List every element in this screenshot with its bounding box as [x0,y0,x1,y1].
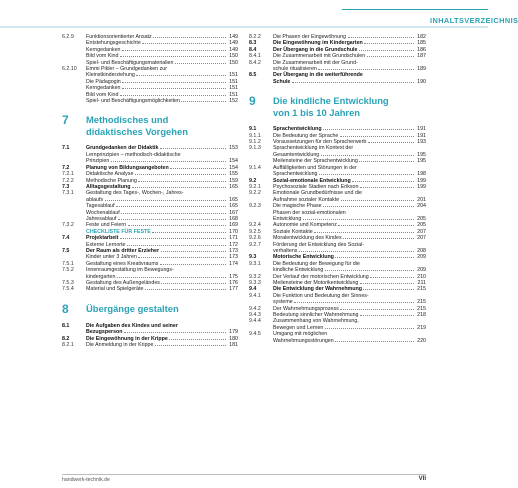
toc-entry-title: Förderung der Entwicklung des Sozial- [273,241,364,248]
toc-leader-dots [117,277,226,278]
toc-entry-page: 215 [417,299,426,306]
toc-leader-dots [120,56,226,57]
toc-leader-dots [343,238,413,239]
toc-leader-dots [360,283,414,284]
toc-entry-title: verhaltens [273,247,298,254]
toc-entry-page: 150 [229,53,238,60]
toc-entry-page: 174 [229,260,238,267]
toc-entry-title: Innenraumgestaltung im Bewegungs- [86,267,174,274]
toc-leader-dots [368,142,414,143]
toc-entry-number: 7.5.2 [62,267,74,274]
toc-entry-title: Die Pädagogin [86,78,121,85]
chapter-heading [62,114,238,137]
toc-entry-number: 7.5.1 [62,260,74,267]
toc-entry-title: Aufnahme sozialer Kontakte [273,196,340,203]
toc-entry-title: Emotionale Grundbedürfnisse und die [273,190,362,197]
toc-leader-dots [161,251,226,252]
toc-leader-dots [122,88,226,89]
toc-leader-dots [360,315,414,316]
toc-entry-title: Emmi Pikler – Grundgedanken zur [86,66,167,73]
toc-entry-title: Die Zusammenarbeit mit der Grund- [273,59,358,66]
toc-entry-title: Schule [273,78,291,85]
toc-entry-number: 9.2.6 [249,235,261,242]
toc-leader-dots [120,238,226,239]
toc-entry-title: Material und Spielgeräte [86,286,144,293]
toc-entry-number: 7.3 [62,183,70,190]
toc-leader-dots [299,251,414,252]
toc-entry-number: 7.1 [62,145,70,152]
toc-leader-dots [122,50,226,51]
toc-entry-number: 9.4.1 [249,292,261,299]
toc-entry-page: 182 [417,34,426,40]
toc-entry-title: Spiel- und Beschäftigungsmöglichkeiten [86,98,180,105]
toc-entry-title: Phasen der sozial-emotionalen [273,209,346,216]
toc-entry-number: 9.4 [249,286,257,293]
toc-entry-title: systeme [273,299,293,306]
toc-entry-page: 149 [229,34,238,40]
toc-entry-title: Die Eingewöhnung im Kindergarten [273,40,363,47]
toc-leader-dots [160,264,226,265]
toc-entry-title: Motorische Entwicklung [273,254,334,261]
toc-entry-number: 9.3.3 [249,280,261,286]
toc-leader-dots [155,345,226,346]
toc-entry-number: 7.5 [62,247,70,254]
toc-entry-title: Der Übergang in die weiterführende [273,72,363,79]
footer-divider [62,474,426,475]
toc-entry-title: Meilensteine der Sprachentwicklung [273,158,358,165]
footer-page-number: VII [418,476,426,482]
toc-leader-dots [359,161,413,162]
toc-entry-title: Alltagsgestaltung [86,183,131,190]
toc-leader-dots [323,129,413,130]
toc-entry-page: 191 [417,126,426,133]
toc-entry-page: 208 [417,247,426,254]
toc-entry-page: 150 [229,59,238,66]
toc-leader-dots [340,136,414,137]
toc-leader-dots [294,302,413,303]
toc-leader-dots [359,50,414,51]
toc-entry-page: 201 [417,196,426,203]
toc-entry-page: 209 [417,267,426,274]
toc-leader-dots [335,341,413,342]
toc-leader-dots [370,277,413,278]
toc-entry-title: Projektarbeit [86,235,119,242]
toc-leader-dots [338,225,413,226]
toc-entry-page: 176 [229,280,238,286]
chapter-title [273,95,389,118]
toc-entry-title: Feste und Feiern [86,222,127,229]
toc-entry-number: 7.3.2 [62,222,74,229]
toc-entry-page: 193 [417,139,426,146]
toc-leader-dots [170,168,225,169]
toc-entry-page: 185 [417,40,426,47]
toc-entry-number: 8.4.2 [249,59,261,66]
toc-entry-title: Prinzipien [86,158,110,165]
toc-entry-title: Gestaltung des Außengeländes [86,280,160,286]
toc-entry-title: Zusammenhang von Wahrnehmung, [273,318,359,325]
toc-entry[interactable] [62,98,238,104]
toc-entry-number: 8.3 [249,40,257,47]
toc-entry-title-wrap [86,342,227,348]
chapter-title [86,303,179,315]
toc-leader-dots [118,219,226,220]
toc-entry-page: 151 [229,78,238,85]
toc-entry-number: 9.2 [249,177,257,184]
toc-entry-page: 186 [417,46,426,53]
toc-entry-number: 9.4.4 [249,318,261,325]
toc-leader-dots [364,43,413,44]
toc-entry-title: Externe Lernorte [86,241,126,248]
toc-entry-number: 9.4.3 [249,312,261,319]
toc-entry-number: 7.2.1 [62,171,74,178]
toc-left-column [62,34,238,348]
toc-leader-dots [145,289,226,290]
toc-leader-dots [335,257,413,258]
toc-entry-title: Der Verlauf der motorischen Entwicklung [273,273,369,280]
toc-entry-title: Die Zusammenarbeit mit Grundschulen [273,53,366,60]
toc-entry-title: Grundgedanken der Didaktik [86,145,159,152]
toc-entry-number: 9.2.1 [249,183,261,190]
toc-leader-dots [132,187,226,188]
toc-entry-number: 9.1.3 [249,145,261,152]
toc-entry-title: Spiel- und Beschäftigungsmaterialien [86,59,174,66]
toc-entry-page: 151 [229,91,238,98]
toc-entry-title: Die magische Phase [273,203,322,210]
toc-entry-title: Sozial-emotionale Entwicklung [273,177,351,184]
toc-entry-page: 207 [417,235,426,242]
toc-entry-title: Psychosoziale Stadien nach Erikson [273,183,359,190]
toc-entry-page: 189 [417,66,426,73]
toc-entry-page: 151 [229,72,238,79]
toc-entry-number: 8.4 [249,46,257,53]
toc-entry-page: 199 [417,177,426,184]
toc-entry-page: 167 [229,209,238,216]
toc-entry-title: Der Übergang in die Grundschule [273,46,358,53]
toc-leader-dots [124,332,226,333]
chapter-heading [249,95,426,118]
toc-entry-page: 191 [417,132,426,139]
toc-entry[interactable] [62,286,238,292]
toc-leader-dots [325,270,414,271]
toc-entry-page: 171 [229,235,238,242]
toc-leader-dots [152,232,225,233]
toc-entry-number: 7.2 [62,164,70,171]
toc-entry-title: Moralentwicklung des Kindes [273,235,342,242]
toc-entry-title: Gesamtentwicklung [273,151,320,158]
toc-entry-page: 219 [417,324,426,331]
toc-leader-dots [116,206,225,207]
toc-entry-title: Die Anmeldung in der Krippe [86,342,154,349]
toc-entry-title: Der Wahrnehmungsprozess [273,305,339,312]
toc-entry-title: Kinder unter 3 Jahren [86,254,137,261]
toc-entry-title: Bild vom Kind [86,53,119,60]
chapter-title-line: Methodisches und [86,114,169,126]
toc-entry-number: 7.3.1 [62,190,74,197]
toc-entry-title: Der Raum als dritter Erzieher [86,247,160,254]
footer-url: handwerk-technik.de [62,477,110,483]
toc-leader-dots [138,257,225,258]
toc-entry-page: 198 [417,171,426,178]
toc-leader-dots [105,200,226,201]
toc-entry[interactable] [249,338,426,344]
toc-entry-title: kindliche Entwicklung [273,267,324,274]
toc-entry-title: Bedeutung sinnlicher Wahrnehmung [273,312,359,319]
toc-entry-title: Autonomie und Kompetenz [273,222,337,229]
page-header-title: INHALTSVERZEICHNIS [430,16,518,25]
toc-entry-number: 8.2 [62,335,70,342]
toc-entry-page: 149 [229,40,238,47]
toc-entry-title: Methodische Planung [86,177,137,184]
toc-leader-dots [138,181,225,182]
toc-entry-title-wrap [273,79,415,85]
toc-entry-title: Sprachentwicklung [273,171,318,178]
toc-entry-page: 204 [417,203,426,210]
toc-entry-page: 205 [417,215,426,222]
chapter-heading [62,303,238,315]
toc-entry-title: Soziale Kontakte [273,228,313,235]
toc-leader-dots [160,148,226,149]
toc-entry-title: kindergarten [86,273,116,280]
toc-entry-page: 154 [229,164,238,171]
toc-entry-title: Die Aufgaben des Kindes und seiner [86,322,178,329]
toc-entry-page: 177 [229,286,238,293]
toc-leader-dots [122,82,225,83]
toc-entry-title: Meilensteine der Motorikentwicklung [273,280,359,286]
toc-entry-page: 220 [417,337,426,344]
toc-entry-title: Didaktische Analyse [86,171,134,178]
toc-entry-page: 168 [229,215,238,222]
toc-entry-title: Wahrnehmungsstörungen [273,337,334,344]
toc-leader-dots [341,200,414,201]
toc-entry-number: 8.2.1 [62,342,74,349]
toc-leader-dots [153,37,225,38]
toc-entry-page: 181 [229,342,238,349]
toc-entry-title: Sprachentwicklung [273,126,322,133]
toc-entry-title: Bild vom Kind [86,91,119,98]
toc-entry-title: Planung von Bildungsangeboten [86,164,169,171]
toc-entry-page: 210 [417,273,426,280]
toc-entry-number: 9.2.2 [249,190,261,197]
toc-entry-title: Die Eingewöhnung in der Krippe [86,335,168,342]
toc-entry-number: 7.5.3 [62,280,74,286]
toc-leader-dots [319,174,414,175]
toc-entry-page: 195 [417,158,426,165]
toc-entry-title: Gestaltung des Tages-, Wochen-, Jahres- [86,190,184,197]
header-accent-line [342,9,488,10]
toc-leader-dots [121,213,225,214]
toc-entry-title: Sprachentwicklung im Kontext der [273,145,354,152]
toc-entry-number: 9.2.7 [249,241,261,248]
toc-entry-title: Voraussetzungen für den Spracherwerb [273,139,367,146]
toc-entry-page: 199 [417,183,426,190]
toc-entry-page: 218 [417,312,426,319]
toc-entry-number: 9.3.2 [249,273,261,280]
toc-entry-title: Umgang mit möglichen [273,331,328,338]
toc-entry-title: Bezugsperson [86,329,123,336]
toc-leader-dots [325,328,414,329]
header-band [0,26,488,28]
toc-entry-title: Auffälligkeiten und Störungen in der [273,164,357,171]
toc-entry-title: Die Phasen der Eingewöhnung [273,34,347,40]
toc-entry-number: 8.4.1 [249,53,261,60]
toc-entry-page: 195 [417,151,426,158]
toc-leader-dots [348,37,414,38]
toc-entry-page: 172 [229,241,238,248]
toc-entry-title: Entstehungsgeschichte [86,40,141,47]
toc-entry-page: 215 [417,305,426,312]
toc-entry-page: 169 [229,222,238,229]
toc-entry-title: Wochenablauf [86,209,120,216]
toc-entry-number: 6.2.10 [62,66,77,73]
toc-entry-number: 8.1 [62,322,70,329]
chapter-title-line: Übergänge gestalten [86,302,179,314]
toc-entry-title-wrap [86,98,227,104]
toc-entry-number: 9.3 [249,254,257,261]
toc-entry-title: CHECKLISTE FÜR FESTE [86,228,151,235]
chapter-number: 8 [62,301,69,316]
toc-leader-dots [314,232,413,233]
toc-right-column [249,34,426,344]
toc-entry-number: 9.1.4 [249,164,261,171]
chapter-title [86,114,188,137]
toc-entry-title: Entwicklung [273,215,302,222]
chapter-title-line: Die kindliche Entwicklung [273,95,389,107]
toc-leader-dots [360,187,414,188]
toc-entry[interactable] [62,342,238,348]
toc-entry-page: 215 [417,286,426,293]
toc-entry-title-wrap [273,338,415,344]
toc-entry-title: Lernprinzipien – methodisch-didaktische [86,151,181,158]
chapter-number: 9 [249,94,256,109]
toc-leader-dots [128,225,226,226]
toc-entry-number: 7.4 [62,235,70,242]
toc-entry-page: 173 [229,254,238,261]
toc-entry-title: Kerngedanken [86,85,121,92]
toc-entry[interactable] [249,79,426,85]
toc-entry-number: 7.5.4 [62,286,74,293]
toc-entry-title: Bewegen und Lernen [273,324,324,331]
toc-entry-page: 165 [229,196,238,203]
toc-leader-dots [292,82,414,83]
toc-leader-dots [127,245,226,246]
toc-leader-dots [303,219,414,220]
toc-entry-number: 9.1.2 [249,139,261,146]
toc-entry-title-wrap [86,286,227,292]
toc-entry-title: Funktionsorientierter Ansatz [86,34,152,40]
toc-entry-number: 9.4.5 [249,331,261,338]
toc-entry-page: 180 [229,335,238,342]
toc-entry-title: Jahresablauf [86,215,117,222]
toc-entry-title: ablaufs [86,196,104,203]
toc-entry-title: Gestaltung eines Kreativraums [86,260,159,267]
toc-entry-page: 207 [417,228,426,235]
toc-entry-page: 151 [229,85,238,92]
toc-entry-page: 205 [417,222,426,229]
toc-leader-dots [340,309,413,310]
toc-entry-page: 153 [229,145,238,152]
toc-entry-page: 155 [229,171,238,178]
toc-entry-number: 8.5 [249,72,257,79]
toc-leader-dots [120,95,226,96]
toc-entry-page: 165 [229,183,238,190]
toc-entry-page: 170 [229,228,238,235]
toc-entry-page: 149 [229,46,238,53]
toc-entry-title: schule ritualisieren [273,66,317,73]
toc-entry-page: 187 [417,53,426,60]
toc-entry-number: 9.2.5 [249,228,261,235]
toc-entry-number: 8.2.2 [249,34,261,40]
toc-entry-title: Die Funktion und Bedeutung der Sinnes- [273,292,369,299]
toc-entry-page: 152 [229,98,238,105]
chapter-title-line: didaktisches Vorgehen [86,125,188,137]
toc-entry-title: Kerngedanken [86,46,121,53]
toc-entry-page: 159 [229,177,238,184]
toc-entry-page: 154 [229,158,238,165]
toc-entry-number: 9.1 [249,126,257,133]
toc-entry-number: 9.3.1 [249,260,261,267]
toc-entry-number: 6.2.9 [62,34,74,40]
toc-leader-dots [363,289,413,290]
toc-entry-page: 190 [417,78,426,85]
toc-entry-page: 173 [229,247,238,254]
toc-entry-page: 179 [229,329,238,336]
toc-entry-page: 165 [229,203,238,210]
toc-entry-number: 9.4.2 [249,305,261,312]
toc-leader-dots [169,339,225,340]
toc-entry-page: 211 [417,280,426,286]
toc-entry-title: Tagesablauf [86,203,115,210]
toc-leader-dots [318,69,413,70]
toc-entry-number: 7.2.2 [62,177,74,184]
toc-leader-dots [321,155,414,156]
toc-entry-number: 9.1.1 [249,132,261,139]
toc-entry-title: Die Bedeutung der Sprache [273,132,339,139]
toc-entry-number: 9.2.4 [249,222,261,229]
toc-leader-dots [352,181,413,182]
toc-leader-dots [142,43,225,44]
toc-entry-title: Die Bedeutung der Bewegung für die [273,260,360,267]
toc-leader-dots [367,56,414,57]
toc-leader-dots [161,283,225,284]
toc-entry-number: 9.2.3 [249,203,261,210]
toc-entry-title: Die Entwicklung der Wahrnehmung [273,286,362,293]
toc-leader-dots [181,101,225,102]
toc-leader-dots [136,75,225,76]
toc-leader-dots [323,206,413,207]
toc-leader-dots [175,63,226,64]
toc-leader-dots [135,174,226,175]
chapter-number: 7 [62,113,69,128]
toc-leader-dots [111,161,226,162]
toc-entry-title: Kleinstkinderziehung [86,72,135,79]
toc-entry-page: 175 [229,273,238,280]
chapter-title-line: von 1 bis 10 Jahren [273,106,361,118]
toc-entry-page: 209 [417,254,426,261]
